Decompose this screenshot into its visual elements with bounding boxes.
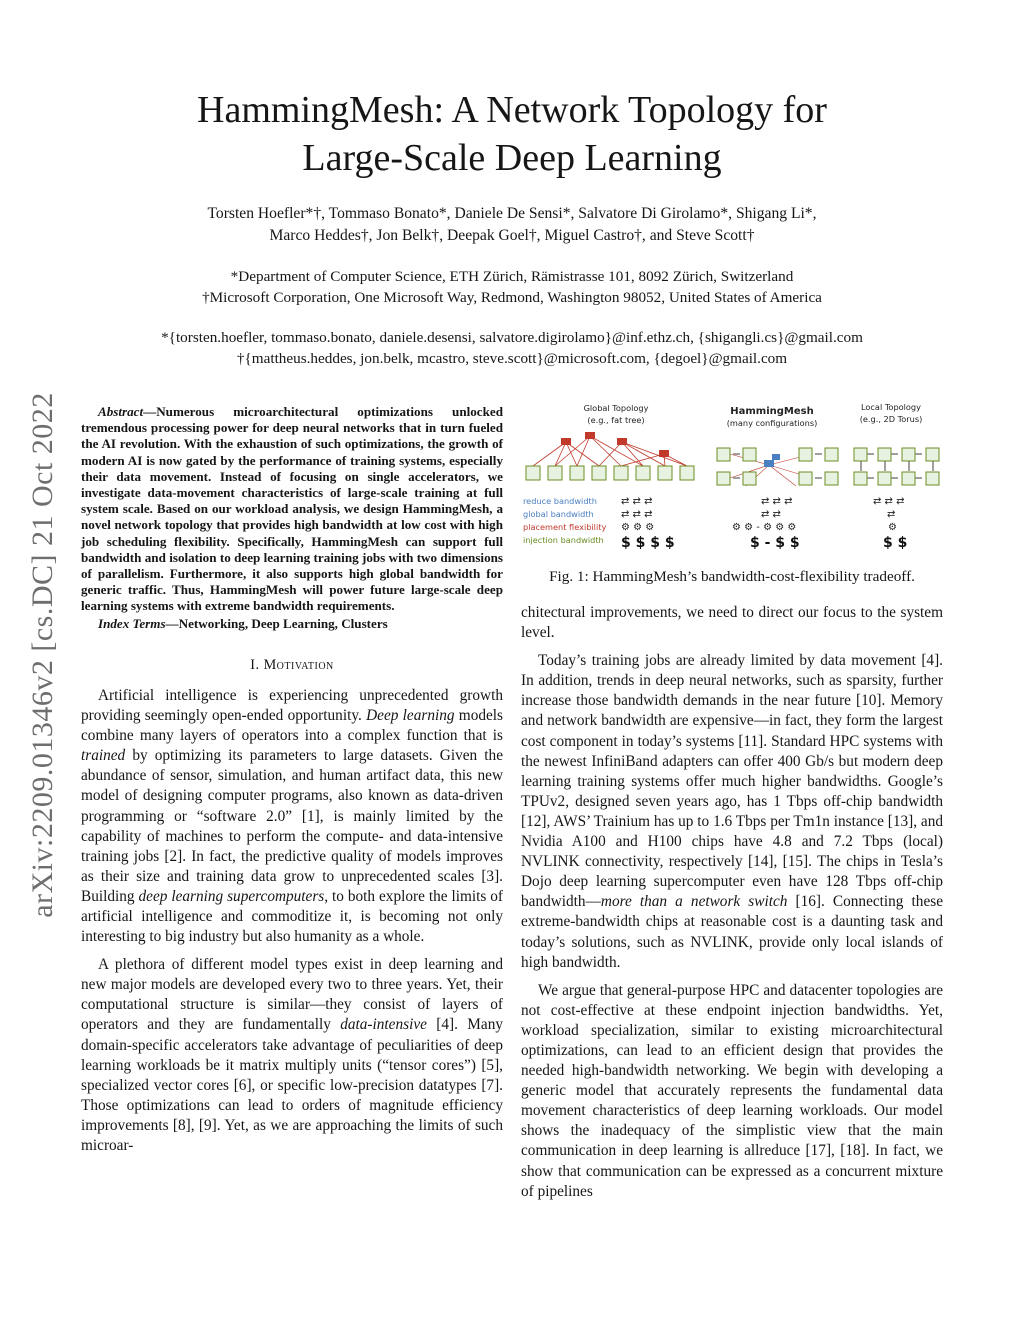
figure-1-caption: Fig. 1: HammingMesh’s bandwidth-cost-flexibility tradeoff.: [549, 568, 915, 585]
left-body-text: [81, 686, 503, 1156]
paragraph-text: chitectural improvements, we need to direct our focus to the system level.: [521, 604, 943, 642]
emphasized-text: data-intensive: [340, 1016, 427, 1034]
paragraph: [521, 603, 943, 643]
accelerator-icon: [825, 448, 838, 461]
legend-injection-bandwidth: injection bandwidth: [523, 535, 604, 545]
index-terms-text: —Networking, Deep Learning, Clusters: [165, 615, 388, 631]
section-number: I.: [250, 656, 264, 673]
accelerator-icon: [926, 472, 939, 485]
fig-global-title-1: Global Topology: [583, 403, 649, 413]
arxiv-identifier: [20, 360, 66, 950]
accelerator-icon: [799, 472, 812, 485]
abstract-label: Abstract: [98, 404, 144, 419]
figure-1: [521, 398, 943, 556]
emphasized-text: Deep learning: [366, 707, 455, 725]
rating-gears-icon: ⚙ ⚙ - ⚙ ⚙ ⚙: [732, 522, 797, 533]
paragraph-text: We argue that general-purpose HPC and datacenter topologies are not cost-effective at these endpoint injection bandwidths. Yet, workload specialization, similar to existing microarchitectural optimizations, can lead to an efficient design that provides the needed high-bandwidth networking. We begin with developing a generic model that accurately represents the fundamental data movement characteristics of deep learning workloads. Our model shows the inadequacy of the simplistic view that the main communication in deep learning is allreduce [17], [18]. In fact, we show that communication can be expressed as a concurrent mixture of pipelines: [521, 981, 943, 1200]
accelerator-icon: [636, 466, 650, 480]
cost-local: $ $: [883, 535, 908, 551]
accelerator-icon: [854, 472, 867, 485]
rating-gears-icon: ⚙: [888, 522, 897, 533]
emphasized-text: trained: [81, 747, 126, 765]
accelerator-icon: [548, 466, 562, 480]
accelerator-icon: [717, 448, 730, 461]
paragraph-text: [16]. Connecting these extreme-bandwidth chips at reasonable cost is a daunting task and today’s solutions, such as NVLINK, provide only local islands of high bandwidth.: [521, 893, 943, 971]
torus-links: [861, 454, 933, 478]
paragraph: [81, 686, 503, 947]
rating-arrows-icon: ⇄ ⇄ ⇄: [761, 496, 793, 507]
fat-tree-accelerators: [526, 466, 694, 480]
switch-icon: [585, 432, 595, 439]
section-title: Motivation: [263, 656, 334, 673]
accelerator-icon: [743, 472, 756, 485]
legend-reduce-bandwidth: reduce bandwidth: [523, 496, 597, 506]
accelerator-icon: [717, 472, 730, 485]
index-terms-label: Index Terms: [98, 615, 166, 631]
cost-global: $ $ $ $: [621, 535, 675, 551]
paragraph: [81, 955, 503, 1156]
accelerator-icon: [902, 448, 915, 461]
fig-global-title-2: (e.g., fat tree): [587, 415, 645, 425]
accelerator-icon: [570, 466, 584, 480]
paper-title-line-2: Large-Scale Deep Learning: [302, 137, 722, 179]
emphasized-text: deep learning supercomputers: [138, 887, 325, 905]
affiliation-line-2: †Microsoft Corporation, One Microsoft Way, Redmond, Washington 98052, United States of America: [202, 289, 822, 306]
author-line-1: Torsten Hoefler*†, Tommaso Bonato*, Daniele De Sensi*, Salvatore Di Girolamo*, Shigang Li*,: [207, 205, 817, 222]
affiliations: [80, 266, 944, 308]
author-emails: [80, 327, 944, 369]
accelerator-icon: [878, 472, 891, 485]
right-column: [521, 603, 943, 1202]
torus-diagram: [854, 448, 939, 485]
accelerator-icon: [926, 448, 939, 461]
accelerator-icon: [799, 448, 812, 461]
accelerator-icon: [658, 466, 672, 480]
rating-arrows-icon: ⇄ ⇄ ⇄: [873, 496, 905, 507]
arxiv-identifier-text: arXiv:2209.01346v2 [cs.DC] 21 Oct 2022: [26, 392, 60, 918]
paper-title: [80, 86, 944, 182]
paragraph-text: A plethora of different model types exist in deep learning and new major models are developed every two to three years. Yet, their computational structure is similar—they consist of layers of operators and they are fundamentally: [81, 956, 503, 1034]
hammingmesh-switches: [764, 454, 780, 467]
abstract-text: —Numerous microarchitectural optimizations unlocked tremendous processing power for deep neural networks that in turn fueled the AI revolution. With the exhaustion of such optimizations, the growth of modern AI is now gated by the performance of training systems, especially their data movement. Instead of focusing on single accelerators, we investigate data-movement characteristics of large-scale training at full system scale. Based on our workload analysis, we design HammingMesh, a novel network topology that provides high bandwidth at low cost with high job scheduling flexibility. Specifically, HammingMesh can support full bandwidth and isolation to deep learning training jobs with two dimensions of parallelism. Furthermore, it also supports high global bandwidth for generic traffic. Thus, HammingMesh will power future large-scale deep learning systems with extreme bandwidth requirements.: [81, 404, 503, 614]
accelerator-icon: [854, 448, 867, 461]
author-list: [80, 203, 944, 247]
rating-gears-icon: ⚙ ⚙ ⚙: [621, 522, 655, 533]
paragraph-text: by optimizing its parameters to large datasets. Given the abundance of sensor, simulation, and human artifact data, this new model of designing computer programs, also known as data-driven programming or “software 2.0” [1], is mainly limited by the capability of machines to perform the compute- and data-intensive training jobs [2]. In fact, the predictive quality of models improves as their size and training data grow to unprecedented scales [3]. Building: [81, 747, 503, 905]
fig-hm-subtitle: (many configurations): [726, 418, 818, 428]
abstract: [81, 404, 503, 615]
accelerator-icon: [878, 448, 891, 461]
fig-hm-title: HammingMesh: [730, 406, 814, 417]
author-line-2: Marco Heddes†, Jon Belk†, Deepak Goel†, Miguel Castro†, and Steve Scott†: [269, 227, 755, 244]
legend-global-bandwidth: global bandwidth: [523, 509, 594, 519]
accelerator-icon: [680, 466, 694, 480]
fat-tree-diagram: [526, 432, 694, 480]
switch-icon: [764, 460, 774, 467]
section-heading: [81, 655, 503, 675]
accelerator-icon: [592, 466, 606, 480]
figure-1-diagram: [521, 398, 943, 556]
emphasized-text: more than a network switch: [600, 893, 788, 911]
paragraph: [521, 651, 943, 973]
accelerator-icon: [614, 466, 628, 480]
accelerator-icon: [825, 472, 838, 485]
figure-legend: [523, 496, 606, 545]
accelerator-icon: [526, 466, 540, 480]
switch-icon: [617, 438, 627, 445]
paragraph-text: Today’s training jobs are already limited by data movement [4]. In addition, trends in deep neural networks, such as sparsity, further increase those bandwidth demands in the near future [10]. Memory and network bandwidth are expensive—in fact, they form the largest cost component in today’s systems [11]. Standard HPC systems with the newest InfiniBand adapters can offer 400 Gb/s but modern deep learning training systems offer much higher bandwidths. Google’s TPUv2, designed seven years ago, has 1 Tbps off-chip bandwidth [12], AWS’ Trainium has up to 1.6 Tbps per Tm1n instance [13], and Nvidia A100 and H100 chips have 4.8 and 7.2 Tbps (local) NVLINK connectivity, respectively [14], [15]. The chips in Tesla’s Dojo deep learning supercomputer even have 128 Tbps off-chip bandwidth—: [521, 652, 943, 911]
legend-placement-flexibility: placement flexibility: [523, 522, 607, 532]
fig-local-title-2: (e.g., 2D Torus): [859, 414, 923, 424]
right-body-text: [521, 603, 943, 1202]
switch-icon: [561, 438, 571, 445]
rating-arrows-icon: ⇄ ⇄ ⇄: [621, 509, 653, 520]
paragraph-text: , to both explore the limits of artificial intelligence and commoditize it, is becoming not only interesting to big industry but also humanity as a whole.: [81, 887, 504, 946]
affiliation-line-1: *Department of Computer Science, ETH Zürich, Rämistrasse 101, 8092 Zürich, Switzerland: [230, 268, 794, 285]
paragraph-text: [4]. Many domain-specific accelerators take advantage of peculiarities of deep learning workloads be it matrix multiply units (“tensor cores”) [5], specialized vector cores [6], or specific low-precision datatypes [7]. Those optimizations can lead to orders of magnitude efficiency improvements [8], [9]. Yet, as we are approaching the limits of such microar-: [81, 1016, 503, 1154]
email-line-2: †{mattheus.heddes, jon.belk, mcastro, steve.scott}@microsoft.com, {degoel}@gmail.com: [236, 350, 788, 367]
paragraph: [521, 981, 943, 1202]
index-terms: [81, 616, 503, 632]
rating-arrows-icon: ⇄ ⇄: [761, 509, 781, 520]
rating-arrows-icon: ⇄: [887, 509, 896, 520]
paper-title-line-1: HammingMesh: A Network Topology for: [197, 89, 827, 131]
email-line-1: *{torsten.hoefler, tommaso.bonato, daniele.desensi, salvatore.digirolamo}@inf.ethz.ch, {shigangli.cs}@gmail.com: [161, 329, 863, 346]
hammingmesh-diagram: [717, 448, 838, 486]
figure-costs: [621, 535, 907, 551]
accelerator-icon: [743, 448, 756, 461]
switch-icon: [659, 450, 669, 457]
accelerator-icon: [902, 472, 915, 485]
cost-hammingmesh: $ - $ $: [750, 535, 800, 551]
figure-ratings: [621, 496, 905, 533]
switch-icon: [772, 454, 780, 460]
rating-arrows-icon: ⇄ ⇄ ⇄: [621, 496, 653, 507]
paragraph-text: Artificial intelligence is experiencing unprecedented growth providing seemingly open-ended opportunity.: [81, 686, 503, 725]
left-column: [81, 404, 503, 1156]
paragraph-text: models combine many layers of operators into a complex function that is: [81, 707, 503, 745]
fig-local-title-1: Local Topology: [861, 402, 921, 412]
